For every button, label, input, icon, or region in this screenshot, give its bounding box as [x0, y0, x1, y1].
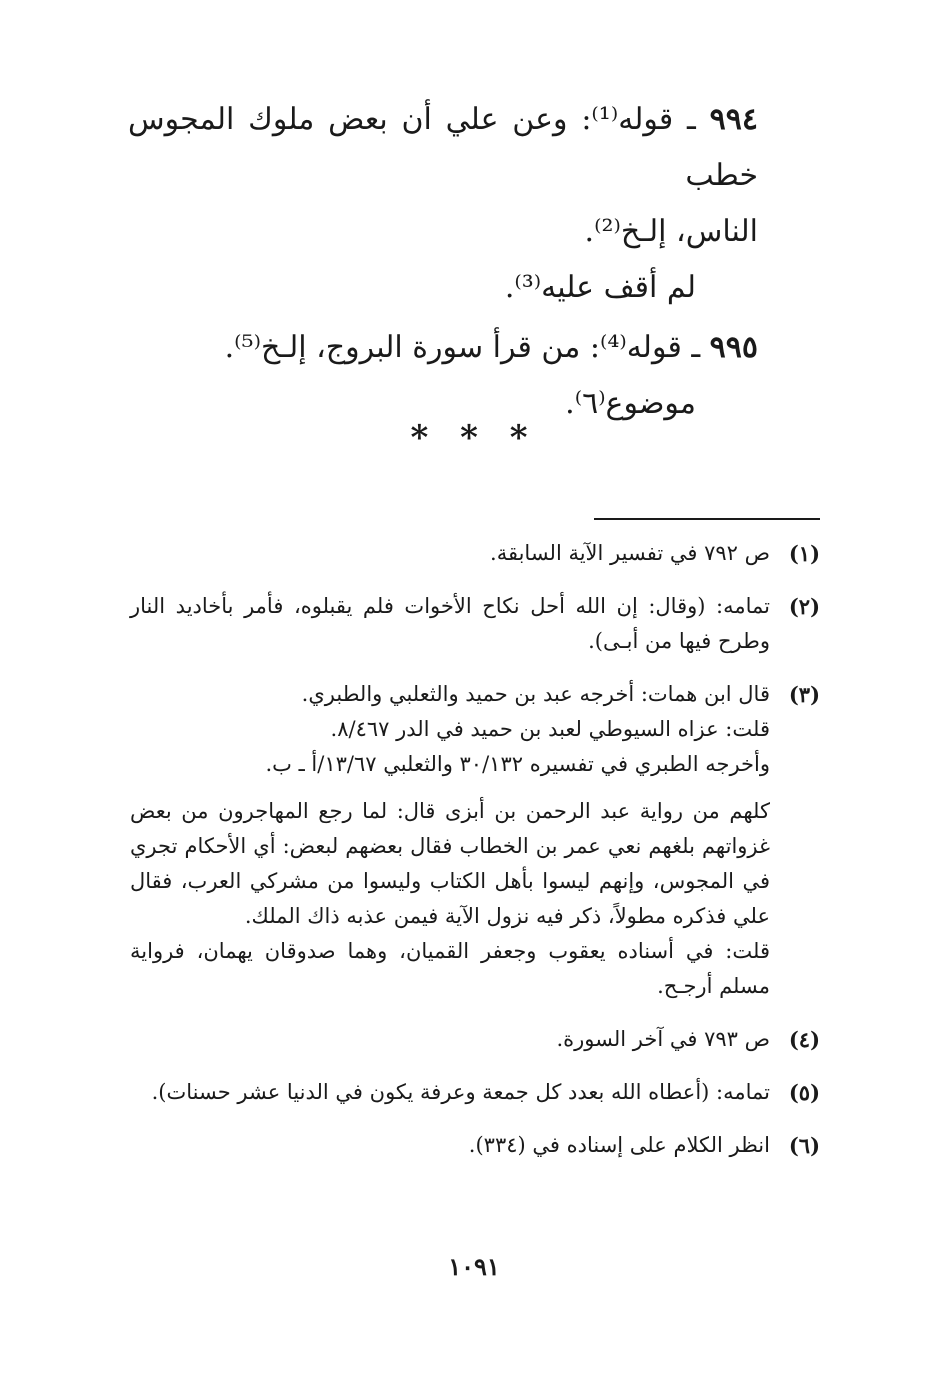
entry-line	[128, 320, 758, 376]
footnote-body	[130, 1128, 770, 1163]
footnote-number: (١)	[788, 541, 820, 566]
footnote-number: (٣)	[788, 682, 820, 707]
entry-number: ٩٩٤	[709, 102, 758, 137]
footnote-number: (٥)	[788, 1080, 820, 1105]
entry-line	[128, 204, 758, 260]
entry-text: ـ قوله⁽⁴⁾: من قرأ سورة البروج، إلـخ⁽⁵⁾.	[224, 330, 710, 365]
entry-comment: موضوع⁽٦⁾.	[565, 386, 696, 421]
footnote-2	[130, 589, 820, 659]
entry-number: ٩٩٥	[709, 330, 758, 365]
main-text	[128, 92, 758, 436]
footnote-5	[130, 1075, 820, 1110]
entry-comment: لم أقف عليه⁽³⁾.	[504, 270, 696, 305]
footnote-4	[130, 1022, 820, 1057]
footnote-rule	[594, 518, 820, 520]
footnote-text: ص ٧٩٣ في آخر السورة.	[556, 1027, 770, 1051]
footnote-text: قلت: عزاه السيوطي لعبد بن حميد في الدر ٨/٤٦٧.	[330, 717, 770, 741]
footnote-6	[130, 1128, 820, 1163]
entry-text: الناس، إلـخ⁽²⁾.	[584, 214, 758, 249]
footnote-3	[130, 677, 820, 1004]
footnote-body	[130, 677, 770, 1004]
footnote-body	[130, 589, 770, 659]
footnote-text: قال ابن همات: أخرجه عبد بن حميد والثعلبي والطبري.	[301, 682, 770, 706]
footnote-text: تمامه: (وقال: إن الله أحل نكاح الأخوات فلم يقبلوه، فأمر بأخاديد النار وطرح فيها من أبـى).	[130, 594, 770, 653]
entry-line	[128, 92, 758, 204]
entry-text: ـ قوله⁽¹⁾: وعن علي أن بعض ملوك المجوس خطب	[128, 102, 758, 193]
entry-994	[128, 92, 758, 316]
footnote-body	[130, 1075, 770, 1110]
footnote-text: كلهم من رواية عبد الرحمن بن أبزى قال: لما رجع المهاجرون من بعض غزواتهم بلغهم نعي عمر بن الخطاب فقال بعضهم لبعض: أي الأحكام تجري في المجوس، وإنهم ليسوا بأهل الكتاب وليسوا من مشركي العرب، فقال علي فذكره مطولاً، ذكر فيه نزول الآية فيمن عذبه ذاك الملك.	[130, 799, 770, 928]
footnote-text: وأخرجه الطبري في تفسيره ٣٠/١٣٢ والثعلبي ١٣/٦٧/أ ـ ب.	[265, 752, 770, 776]
footnote-1	[130, 536, 820, 571]
entry-995	[128, 320, 758, 432]
footnote-body	[130, 1022, 770, 1057]
footnote-text: تمامه: (أعطاه الله بعدد كل جمعة وعرفة يكون في الدنيا عشر حسنات).	[151, 1080, 770, 1104]
section-separator: * * *	[410, 418, 538, 458]
footnote-number: (٦)	[788, 1133, 820, 1158]
footnotes	[130, 536, 820, 1181]
footnote-text: انظر الكلام على إسناده في (٣٣٤).	[468, 1133, 770, 1157]
footnote-number: (٤)	[788, 1027, 820, 1052]
footnote-body	[130, 536, 770, 571]
footnote-text: قلت: في أسناده يعقوب وجعفر القميان، وهما صدوقان يهمان، فرواية مسلم أرجـح.	[130, 939, 770, 998]
footnote-number: (٢)	[788, 594, 820, 619]
page-number: ١٠٩١	[448, 1252, 500, 1281]
footnote-text: ص ٧٩٢ في تفسير الآية السابقة.	[490, 541, 770, 565]
